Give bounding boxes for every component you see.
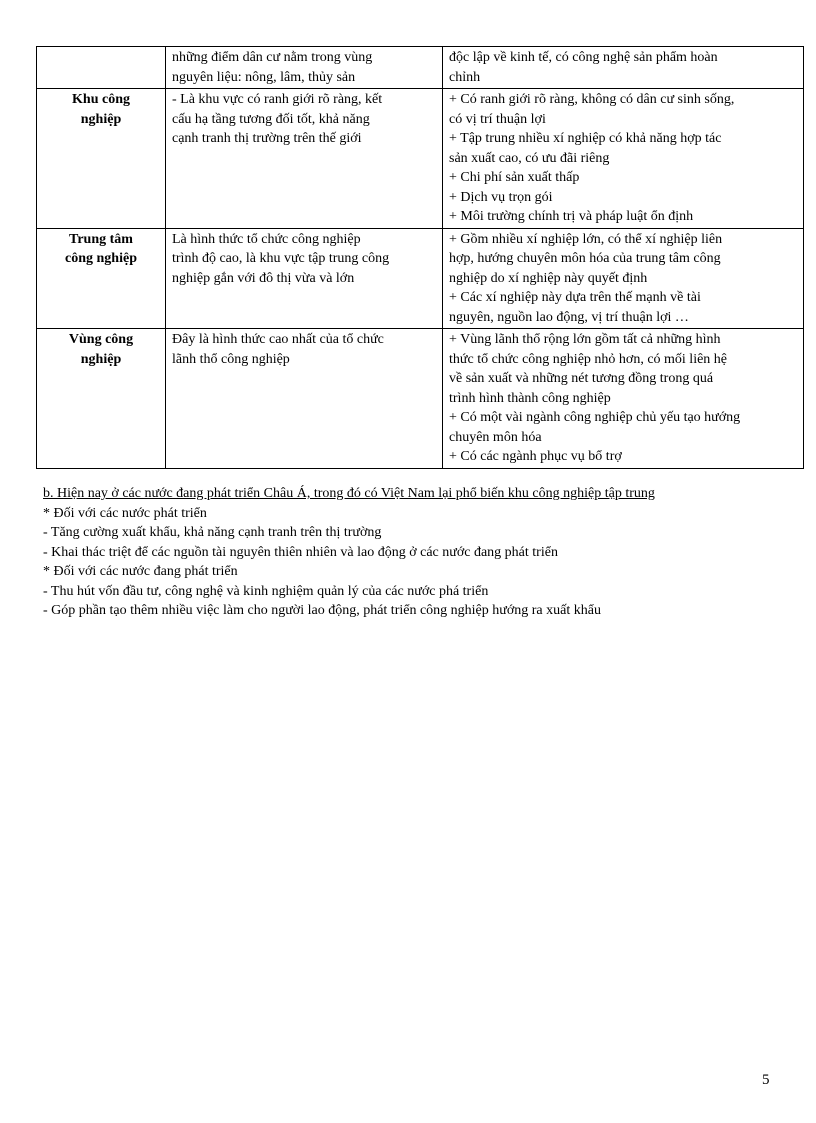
page-number: 5 [762,1072,770,1088]
cell-line: - Là khu vực có ranh giới rõ ràng, kết [172,92,383,107]
table-cell-features [443,89,804,229]
table-cell-concept [166,89,443,229]
section-b-line: * Đối với các nước phát triển [43,505,207,521]
cell-line: + Có các ngành phục vụ bổ trợ [449,449,622,464]
table-cell-type [37,329,166,469]
row-heading: Trung tâm [69,231,133,247]
cell-line: cạnh tranh thị trường trên thế giới [172,131,362,146]
cell-line: + Có một vài ngành công nghiệp chủ yếu tạo hướng [449,410,741,425]
cell-line: độc lập về kinh tế, có công nghệ sản phẩm hoàn [449,50,718,65]
cell-line: hợp, hướng chuyên môn hóa của trung tâm công [449,251,721,266]
table-cell-concept [166,228,443,329]
cell-line: + Dịch vụ trọn gói [449,189,553,205]
table-row [37,89,804,229]
cell-line: sản xuất cao, có ưu đãi riêng [449,150,610,166]
section-b-line: - Góp phần tạo thêm nhiều việc làm cho người lao động, phát triển công nghiệp hướng ra xuất khẩu [43,603,601,618]
cell-line: cấu hạ tầng tương đối tốt, khả năng [172,111,370,127]
cell-line: có vị trí thuận lợi [449,111,546,127]
table-cell-features [443,228,804,329]
section-b-line: * Đối với các nước đang phát triển [43,564,238,579]
table-cell-features [443,329,804,469]
table-cell-type [37,228,166,329]
cell-line: Là hình thức tổ chức công nghiệp [172,231,361,247]
table-cell-features [443,47,804,89]
row-heading: nghiệp [80,351,122,367]
cell-line: + Chi phí sản xuất thấp [449,170,580,185]
section-b-heading: b. Hiện nay ở các nước đang phát triển Châu Á, trong đó có Việt Nam lại phổ biến khu công nghiệp tập trung [43,486,655,501]
cell-line: chuyên môn hóa [449,429,542,445]
industrial-organization-table [36,46,804,469]
table-row [37,329,804,469]
table-cell-type [37,89,166,229]
cell-line: lãnh thổ công nghiệp [172,351,290,367]
cell-line: + Gồm nhiều xí nghiệp lớn, có thể xí nghiệp liên [449,231,723,247]
cell-line: + Tập trung nhiều xí nghiệp có khả năng hợp tác [449,131,722,146]
section-b [43,484,773,621]
table-row [37,47,804,89]
table-cell-concept [166,47,443,89]
row-heading: Khu công [72,92,130,107]
cell-line: nghiệp gắn với đô thị vừa và lớn [172,270,355,286]
table-row [37,228,804,329]
cell-line: trình độ cao, là khu vực tập trung công [172,251,390,266]
cell-line: thức tổ chức công nghiệp nhỏ hơn, có mối liên hệ [449,351,728,367]
cell-line: nghiệp do xí nghiệp này quyết định [449,270,648,286]
cell-line: nguyên liệu: nông, lâm, thủy sản [172,69,356,85]
row-heading: nghiệp [80,111,122,127]
cell-line: nguyên, nguồn lao động, vị trí thuận lợi … [449,309,689,325]
row-heading: Vùng công [68,332,134,347]
section-b-line: - Khai thác triệt để các nguồn tài nguyên thiên nhiên và lao động ở các nước đang phát triển [43,544,558,560]
cell-line: + Vùng lãnh thổ rộng lớn gồm tất cả những hình [449,332,721,347]
cell-line: những điểm dân cư nằm trong vùng [172,50,373,65]
cell-line: Đây là hình thức cao nhất của tổ chức [172,332,384,347]
section-b-line: - Tăng cường xuất khẩu, khả năng cạnh tranh trên thị trường [43,525,382,540]
cell-line: về sản xuất và những nét tương đồng trong quá [449,371,714,386]
cell-line: + Môi trường chính trị và pháp luật ổn định [449,209,694,224]
cell-line: + Các xí nghiệp này dựa trên thế mạnh về tài [449,290,701,305]
cell-line: chỉnh [449,69,481,85]
row-heading: công nghiệp [65,251,137,266]
cell-line: + Có ranh giới rõ ràng, không có dân cư sinh sống, [449,92,735,107]
table-cell-concept [166,329,443,469]
table-cell-type [37,47,166,89]
cell-line: trình hình thành công nghiệp [449,390,611,406]
section-b-line: - Thu hút vốn đầu tư, công nghệ và kinh nghiệm quản lý của các nước phá triển [43,583,489,599]
